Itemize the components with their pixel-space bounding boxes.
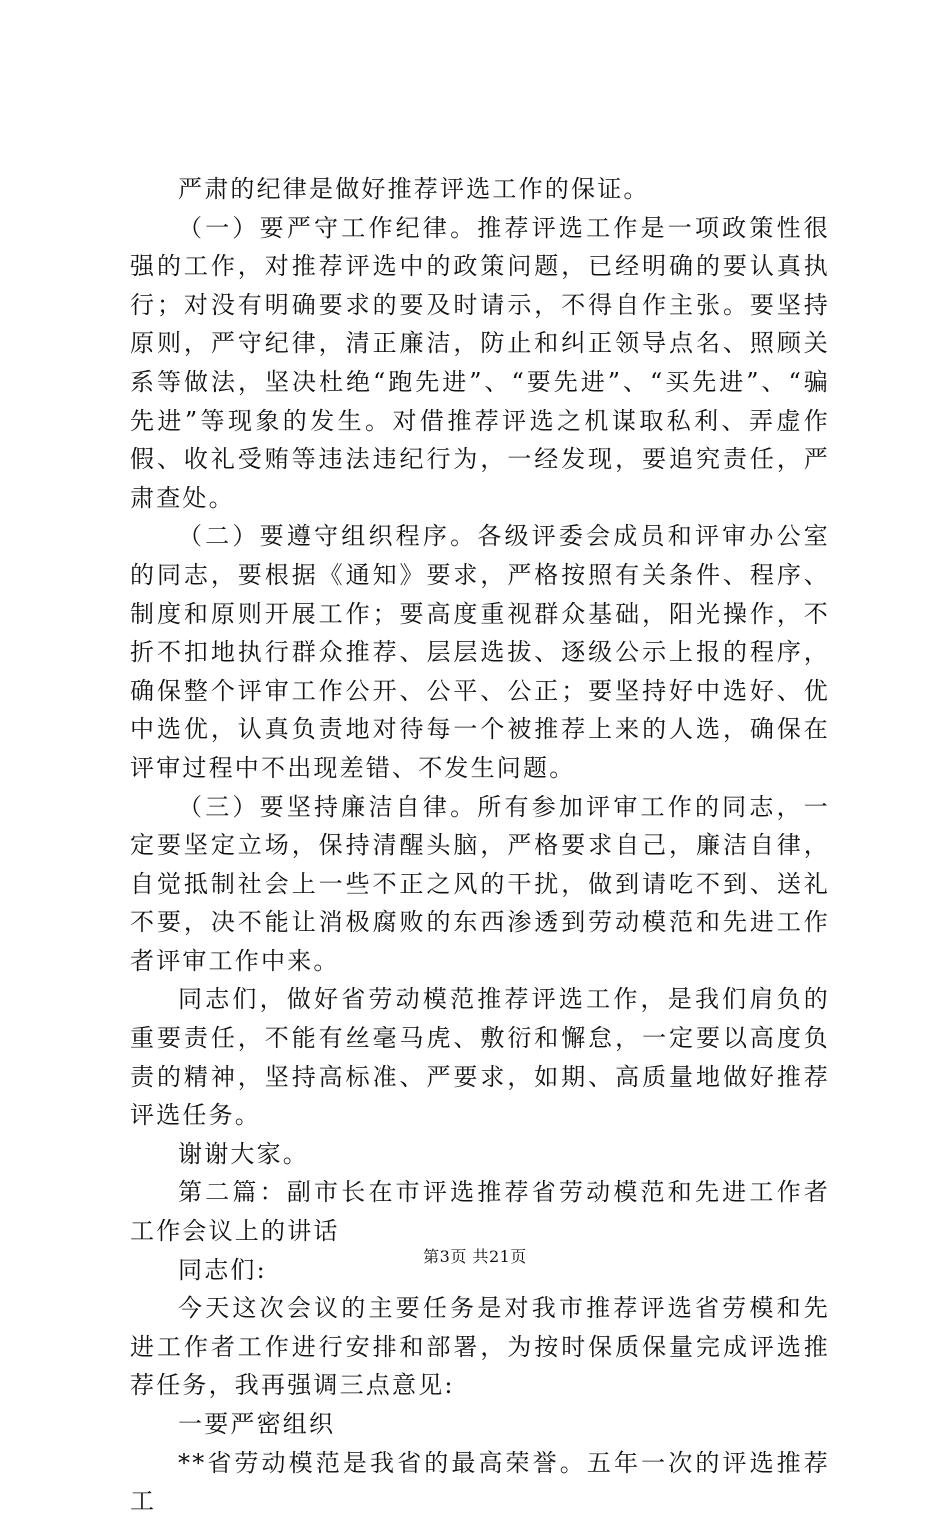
paragraph-work-discipline: （一）要严守工作纪律。推荐评选工作是一项政策性很强的工作，对推荐评选中的政策问题，已经明确的要认真执行；对没有明确要求的要及时请示，不得自作主张。要坚持原则，严守纪律，清正廉洁，防止和纠正领导点名、照顾关系等做法，坚决杜绝“跑先进”、“要先进”、“买先进”、“骗先进”等现象的发生。对借推荐评选之机谋取私利、弄虚作假、收礼受贿等违法违纪行为，一经发现，要追究责任，严肃查处。 [130, 213, 830, 512]
page-number-footer: 第3页 共21页 [423, 1247, 527, 1266]
paragraph-point-one-heading: 一要严密组织 [178, 1410, 336, 1438]
paragraph-honor-intro: **省劳动模范是我省的最高荣誉。五年一次的评选推荐工 [130, 1448, 830, 1516]
paragraph-salutation: 同志们: [178, 1255, 267, 1284]
paragraph-thanks: 谢谢大家。 [178, 1139, 309, 1168]
paragraph-organization-procedure: （二）要遵守组织程序。各级评委会成员和评审办公室的同志，要根据《通知》要求，严格按照有关条件、程序、制度和原则开展工作；要高度重视群众基础，阳光操作，不折不扣地执行群众推荐、层层选拔、逐级公示上报的程序，确保整个评审工作公开、公平、公正；要坚持好中选好、优中选优，认真负责地对待每一个被推荐上来的人选，确保在评审过程中不出现差错、不发生问题。 [130, 522, 830, 782]
paragraph-integrity: （三）要坚持廉洁自律。所有参加评审工作的同志，一定要坚定立场，保持清醒头脑，严格要求自己，廉洁自律，自觉抵制社会上一些不正之风的干扰，做到请吃不到、送礼不要，决不能让消极腐败的东西渗透到劳动模范和先进工作者评审工作中来。 [130, 792, 830, 975]
paragraph-closing-remarks: 同志们，做好省劳动模范推荐评选工作，是我们肩负的重要责任，不能有丝毫马虎、敷衍和懈怠，一定要以高度负责的精神，坚持高标准、严要求，如期、高质量地做好推荐评选任务。 [130, 985, 830, 1130]
paragraph-meeting-task: 今天这次会议的主要任务是对我市推荐评选省劳模和先进工作者工作进行安排和部署，为按时保质保量完成评选推荐任务，我再强调三点意见: [130, 1294, 830, 1400]
paragraph-discipline-intro: 严肃的纪律是做好推荐评选工作的保证。 [178, 175, 650, 203]
document-body [130, 170, 830, 1521]
section-heading-part-two: 第二篇：副市长在市评选推荐省劳动模范和先进工作者工作会议上的讲话 [130, 1178, 830, 1246]
